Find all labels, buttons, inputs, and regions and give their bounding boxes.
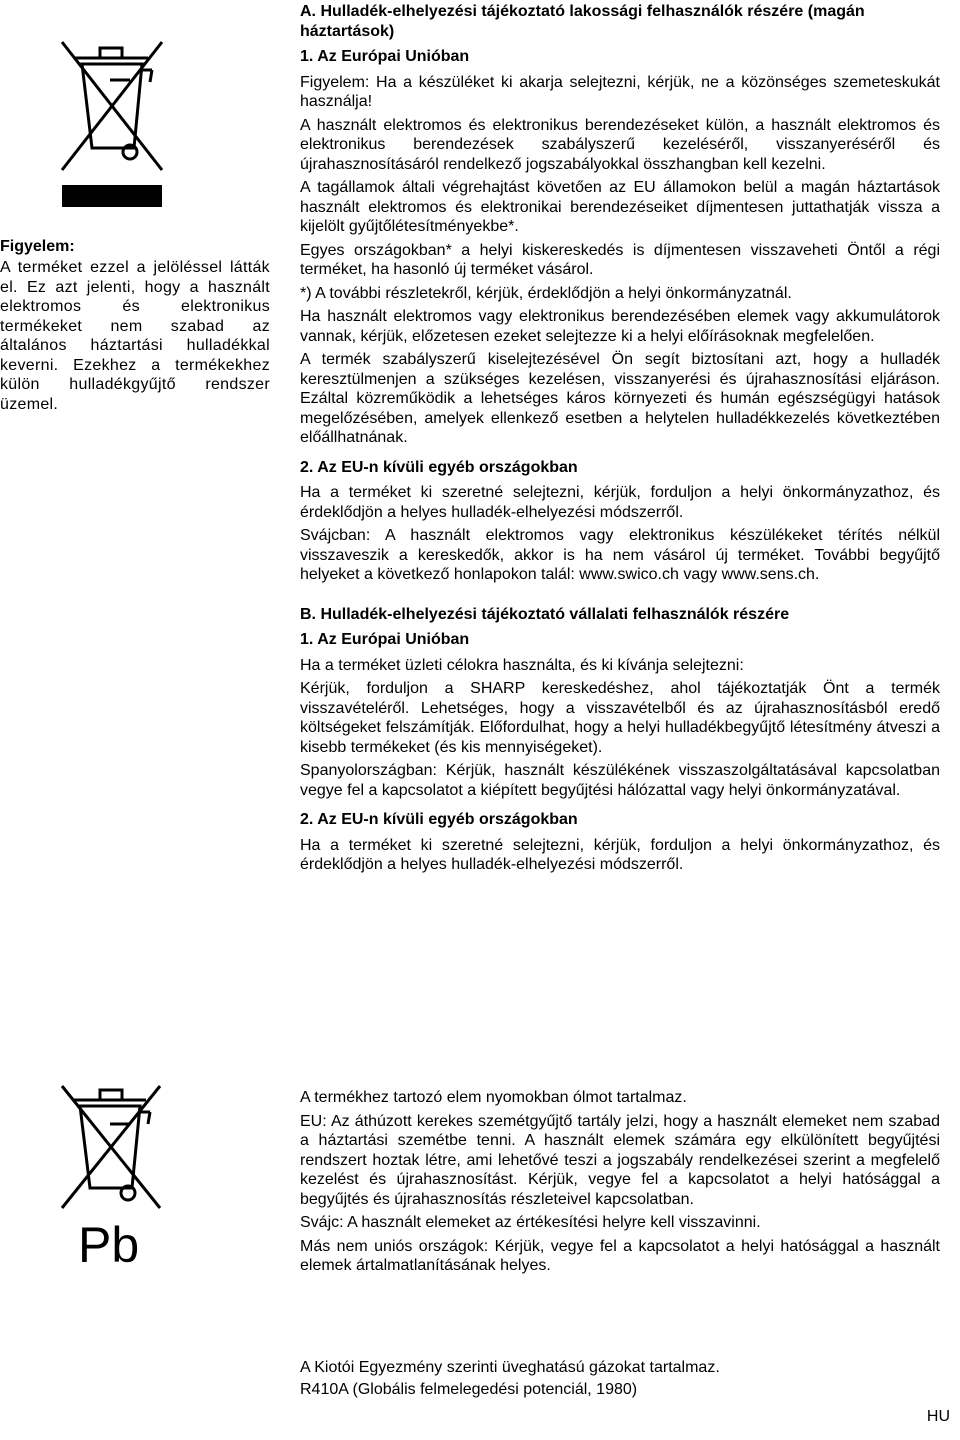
- battery-section: [300, 1088, 940, 1280]
- section-a-eu-title: 1. Az Európai Unióban: [300, 48, 470, 65]
- section-a-para: A termék szabályszerű kiselejtezésével Ön segít biztosítani azt, hogy a hulladék keresztülmenjen a szükséges kezelésen, visszanyerési és újrahasznosítási eljáráson. Ezáltal közreműködik a lehetséges káros környezeti és humán egészségügyi hatások megelőzésében, amelyek ellenkező esetben a helytelen hulladékkezelés következtében előállhatnának.: [300, 351, 940, 446]
- kyoto-line-2: R410A (Globális felmelegedési potenciál, 1980): [300, 1380, 638, 1398]
- section-b-noneu-title: 2. Az EU-n kívüli egyéb országokban: [300, 811, 578, 828]
- section-a-para: Ha használt elektromos vagy elektronikus berendezésében elemek vagy akkumulátorok vannak, kérjük, előzetesen ezeket selejtezze ki a helyi előírásoknak megfelelően.: [300, 308, 940, 345]
- section-a-para: Egyes országokban* a helyi kiskereskedés is díjmentesen visszaveheti Öntől a régi terméket, ha hasonló új terméket vásárol.: [300, 241, 940, 278]
- pb-label: Pb: [78, 1217, 140, 1273]
- weee-bin-icon: [40, 20, 180, 220]
- section-a-title: A. Hulladék-elhelyezési tájékoztató lakossági felhasználók részére (magán háztartások): [300, 3, 865, 40]
- language-code: HU: [926, 1408, 950, 1425]
- section-b-noneu-para: Ha a terméket ki szeretné selejtezni, kérjük, forduljon a helyi önkormányzathoz, és érdeklődjön a helyes hulladék-elhelyezési módszerről.: [300, 836, 940, 873]
- section-a-noneu-para: Svájcban: A használt elektromos vagy elektronikus készülékeket térítés nélkül visszaveszik a kereskedők, akkor is ha nem vásárol új terméket. További begyűjtő helyeket a következő honlapokon talál: www.swico.ch vagy www.sens.ch.: [300, 527, 940, 583]
- section-b-para: Kérjük, forduljon a SHARP kereskedéshez, ahol tájékoztatják Önt a termék visszavételéről. Lehetséges, hogy a visszavételből és az újrahasznosításból eredő költségeket felszámítják. Előfordulhat, hogy a helyi hulladékbegyűjtő létesítmény átveszi a kisebb termékeket (és kis mennyiségeket).: [300, 680, 940, 756]
- warning-text: A terméket ezzel a jelöléssel látták el. Ez azt jelenti, hogy a használt elektromos és elektronikus termékeket nem szabad az általános háztartási hulladékkal keverni. Ezekhez a termékekhez külön hulladékgyűjtő rendszer üzemel.: [0, 259, 270, 413]
- section-a-noneu-title: 2. Az EU-n kívüli egyéb országokban: [300, 458, 578, 476]
- section-a-para: A tagállamok általi végrehajtást követően az EU államokon belül a magán háztartások használt elektromos és elektronikai berendezéseiket díjmentesen juttathatják vissza a kijelölt gyűjtőlétesítményekbe*.: [300, 179, 940, 235]
- warning-title: Figyelem:: [0, 238, 75, 255]
- section-a-para: A használt elektromos és elektronikus berendezéseket külön, a használt elektromos és elektronikus berendezések szabályszerű kezeléséről, visszanyeréséről és újrahasznosításáról rendelkező jogszabályokkal összhangban kell kezelni.: [300, 116, 940, 173]
- battery-bin-icon: [42, 1080, 182, 1280]
- section-a-para: *) A további részletekről, kérjük, érdeklődjön a helyi önkormányzatnál.: [300, 284, 792, 302]
- kyoto-line-1: A Kiotói Egyezmény szerinti üveghatású gázokat tartalmaz.: [300, 1359, 720, 1376]
- battery-para: EU: Az áthúzott kerekes szemétgyűjtő tartály jelzi, hogy a használt elemeket nem szabad a háztartási szemétbe tenni. A használt elemek számára egy elkülönített begyűjtési rendszert hoztak létre, ami lehetővé teszi a jogszabály rendelkezései szerint a megfelelő kezelést és újrahasznosítást. Kérjük, vegye fel a kapcsolatot a helyi hatósággal a begyűjtés és újrahasznosítás részleteivel kapcsolatban.: [300, 1112, 940, 1208]
- battery-para: Svájc: A használt elemeket az értékesítési helyre kell visszavinni.: [300, 1214, 761, 1231]
- battery-para: A termékhez tartozó elem nyomokban ólmot tartalmaz.: [300, 1089, 687, 1106]
- section-b-eu-title: 1. Az Európai Unióban: [300, 631, 470, 648]
- kyoto-section: [300, 1358, 940, 1399]
- section-b-para: Spanyolországban: Kérjük, használt készülékének visszaszolgáltatásával kapcsolatban vegye fel a kapcsolatot a kiépített begyűjtési hálózattal vagy helyi önkormányzatával.: [300, 762, 940, 799]
- section-a-noneu-para: Ha a terméket ki szeretné selejtezni, kérjük, forduljon a helyi önkormányzathoz, és érdeklődjön a helyes hulladék-elhelyezési módszerről.: [300, 484, 940, 521]
- warning-box: [0, 238, 270, 414]
- section-a-para: Figyelem: Ha a készüléket ki akarja selejtezni, kérjük, ne a közönséges szemeteskukát használja!: [300, 73, 940, 110]
- section-b-para: Ha a terméket üzleti célokra használta, és ki kívánja selejtezni:: [300, 656, 744, 674]
- battery-para: Más nem uniós országok: Kérjük, vegye fel a kapcsolatot a helyi hatósággal a használt elemek ártalmatlanításának helyes.: [300, 1237, 940, 1274]
- section-a: [300, 2, 940, 879]
- section-b-title: B. Hulladék-elhelyezési tájékoztató vállalati felhasználók részére: [300, 605, 790, 623]
